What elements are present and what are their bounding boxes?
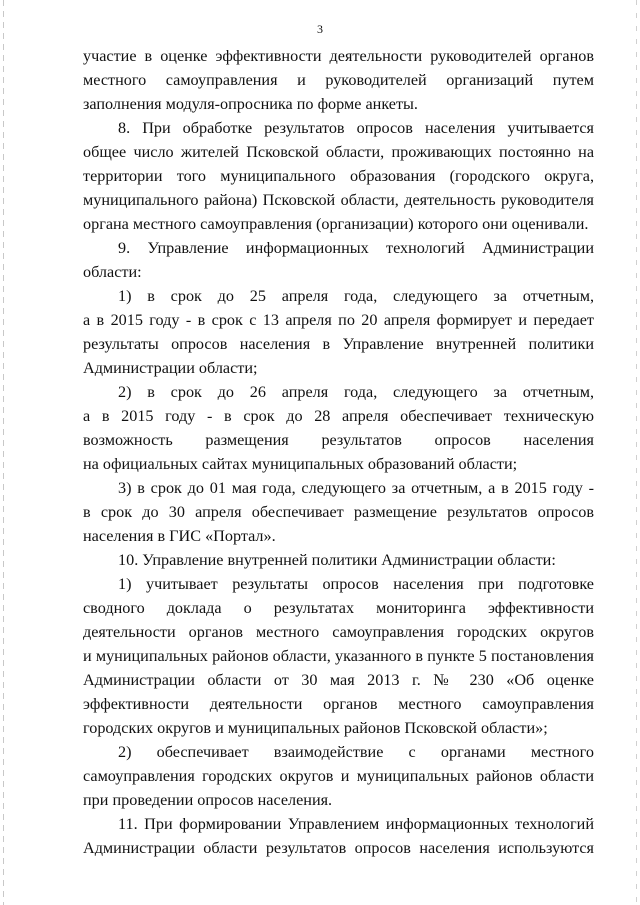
text-line: территории того муниципального образования (городского округа, [83,167,594,185]
text-line: органа местного самоуправления (организации) которого они оценивали. [83,215,589,233]
text-line: 11. При формировании Управлением информационных технологий [118,815,594,833]
text-line: на официальных сайтах муниципальных образований области; [83,455,518,473]
scan-edge-right [636,0,637,905]
text-line: а в 2015 году - в срок до 28 апреля обеспечивает техническую [83,407,594,425]
text-line: местного самоуправления и руководителей организаций путем [83,71,594,89]
page-number: 3 [317,22,323,36]
text-line: и муниципальных районов области, указанного в пункте 5 постановления [83,647,594,665]
text-line: при проведении опросов населения. [83,791,333,809]
text-line: населения в ГИС «Портал». [83,527,276,545]
scan-edge-left [3,0,4,905]
text-line: 9. Управление информационных технологий Администрации [118,239,594,257]
text-line: муниципального района) Псковской области, деятельность руководителя [83,191,594,209]
text-line: Администрации области; [83,359,258,377]
text-line: самоуправления городских округов и муниципальных районов области [83,767,594,785]
text-line: 2) обеспечивает взаимодействие с органами местного [118,743,594,761]
text-line: 1) в срок до 25 апреля года, следующего за отчетным, [118,287,594,305]
text-line: городских округов и муниципальных районов Псковской области»; [83,719,548,737]
text-line: Администрации области результатов опросов населения используются [83,839,594,857]
text-line: заполнения модуля-опросника по форме анкеты. [83,95,418,113]
text-line: деятельности органов местного самоуправления городских округов [83,623,594,641]
text-line: области: [83,263,142,281]
text-line: Администрации области от 30 мая 2013 г. № 230 «Об оценке [83,671,594,689]
text-line: в срок до 30 апреля обеспечивает размещение результатов опросов [83,503,594,521]
text-line: 2) в срок до 26 апреля года, следующего за отчетным, [118,383,594,401]
text-line: результаты опросов населения в Управление внутренней политики [83,335,594,353]
text-line: 1) учитывает результаты опросов населения при подготовке [118,575,594,593]
text-line: возможность размещения результатов опросов населения [83,431,594,449]
text-line: общее число жителей Псковской области, проживающих постоянно на [83,143,594,161]
text-line: сводного доклада о результатах мониторинга эффективности [83,599,594,617]
text-line: 10. Управление внутренней политики Администрации области: [118,551,556,569]
text-line: 3) в срок до 01 мая года, следующего за отчетным, а в 2015 году - [118,479,594,497]
text-line: 8. При обработке результатов опросов населения учитывается [118,119,594,137]
text-line: а в 2015 году - в срок с 13 апреля по 20 апреля формирует и передает [83,311,594,329]
text-line: участие в оценке эффективности деятельности руководителей органов [83,47,594,65]
text-line: эффективности деятельности органов местного самоуправления [83,695,594,713]
